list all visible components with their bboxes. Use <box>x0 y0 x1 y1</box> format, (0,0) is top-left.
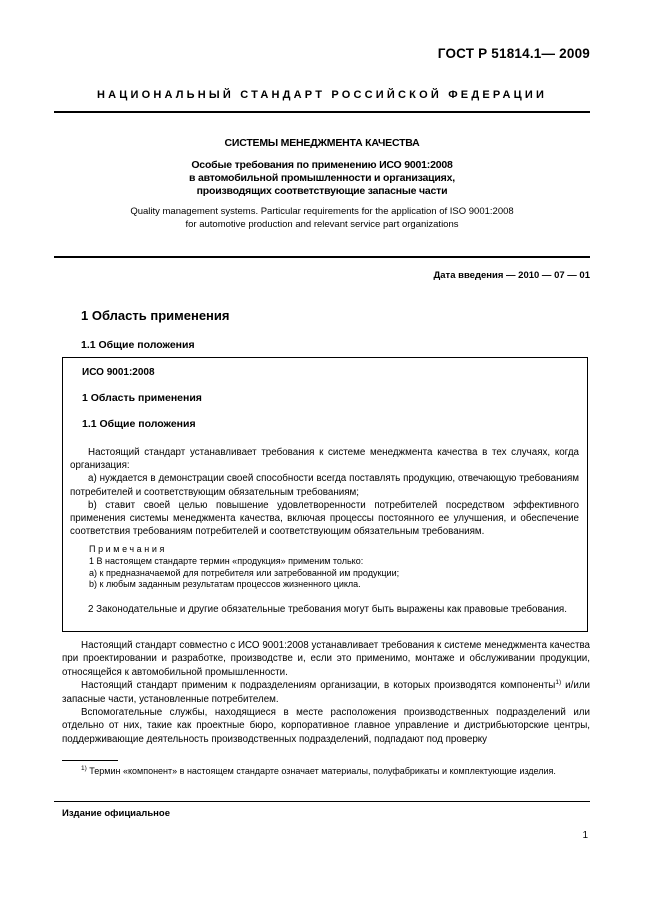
page-number: 1 <box>582 830 588 841</box>
footnote-rule <box>62 760 118 761</box>
quote-paragraph: b) ставит своей целью повышение удовлетворенности потребителей посредством эффективного применения системы менеджмента качества, включая процессы постоянного ее улучшения, и обеспечение соответствия требованиям потребителей и соответствующим обязательным требованиям. <box>70 499 579 538</box>
subsection-heading: 1.1 Общие положения <box>81 339 195 351</box>
footnote-ref[interactable]: 1) <box>555 679 562 687</box>
quote-section-heading: 1 Область применения <box>82 392 202 404</box>
footnote-text: Термин «компонент» в настоящем стандарте означает материалы, полуфабрикаты и комплектующие изделия. <box>86 766 556 776</box>
note-item: 1 В настоящем стандарте термин «продукция» применим только: <box>89 555 364 566</box>
note-item: а) к предназначаемой для потребителя или затребованной им продукции; <box>89 567 400 578</box>
edition-label: Издание официальное <box>62 808 170 819</box>
subtitle-line: Особые требования по применению ИСО 9001:2008 <box>191 159 453 171</box>
english-title-line: Quality management systems. Particular requirements for the application of ISO 9001:2008 <box>130 206 514 217</box>
quote-box-title: ИСО 9001:2008 <box>82 367 155 378</box>
standard-code: ГОСТ Р 51814.1— 2009 <box>437 46 590 61</box>
body-text: Настоящий стандарт применим к подразделениям организации, в которых производятся компоненты <box>81 680 556 692</box>
section-heading: 1 Область применения <box>81 308 230 323</box>
main-text <box>62 639 590 746</box>
quote-notes <box>89 544 579 591</box>
quote-body <box>70 446 579 538</box>
header-rule <box>54 111 590 113</box>
subtitle-line: в автомобильной промышленности и организациях, <box>189 172 455 184</box>
national-standard-banner: НАЦИОНАЛЬНЫЙ СТАНДАРТ РОССИЙСКОЙ ФЕДЕРАЦИИ <box>96 89 548 101</box>
introduction-date: Дата введения — 2010 — 07 — 01 <box>433 270 590 281</box>
subtitle-line: производящих соответствующие запасные части <box>196 185 448 197</box>
quote-paragraph: Настоящий стандарт устанавливает требования к системе менеджмента качества в тех случаях, когда организация: <box>70 447 579 472</box>
footnote <box>62 765 590 778</box>
title-rule <box>54 256 590 258</box>
quote-paragraph: а) нуждается в демонстрации своей способности всегда поставлять продукцию, отвечающую требованиям потребителей и соответствующим обязательным требованиям; <box>70 473 579 498</box>
quote-subsection-heading: 1.1 Общие положения <box>82 418 196 430</box>
iso-quote-box <box>62 357 588 632</box>
body-paragraph: Настоящий стандарт совместно с ИСО 9001:2008 устанавливает требования к системе менеджмента качества при проектировании и разработке, производстве и, если это применимо, монтаже и обслуживании продукции, относящейся к автомобильной промышленности. <box>62 640 590 678</box>
footer-rule <box>54 801 590 802</box>
notes-title: Примечания <box>89 544 167 554</box>
note-item: 2 Законодательные и другие обязательные требования могут быть выражены как правовые требования. <box>88 604 567 615</box>
note-item: b) к любым заданным результатам процессов жизненного цикла. <box>89 579 361 590</box>
english-title <box>54 205 590 231</box>
english-title-line: for automotive production and relevant service part organizations <box>185 219 459 230</box>
body-text: и/или запасные части, установленные потребителем. <box>62 680 591 705</box>
footnote-marker: 1) <box>81 765 87 772</box>
body-paragraph: Вспомогательные службы, находящиеся в месте расположения производственных подразделений или отдельно от них, такие как проектные бюро, корпоративное главное управление и дистрибьюторские центры, поддерживающие деятельность производственных подразделений, подпадают под проверку <box>62 707 590 745</box>
document-subtitle <box>54 159 590 198</box>
document-title: СИСТЕМЫ МЕНЕДЖМЕНТА КАЧЕСТВА <box>224 137 420 149</box>
body-paragraph <box>62 679 590 706</box>
